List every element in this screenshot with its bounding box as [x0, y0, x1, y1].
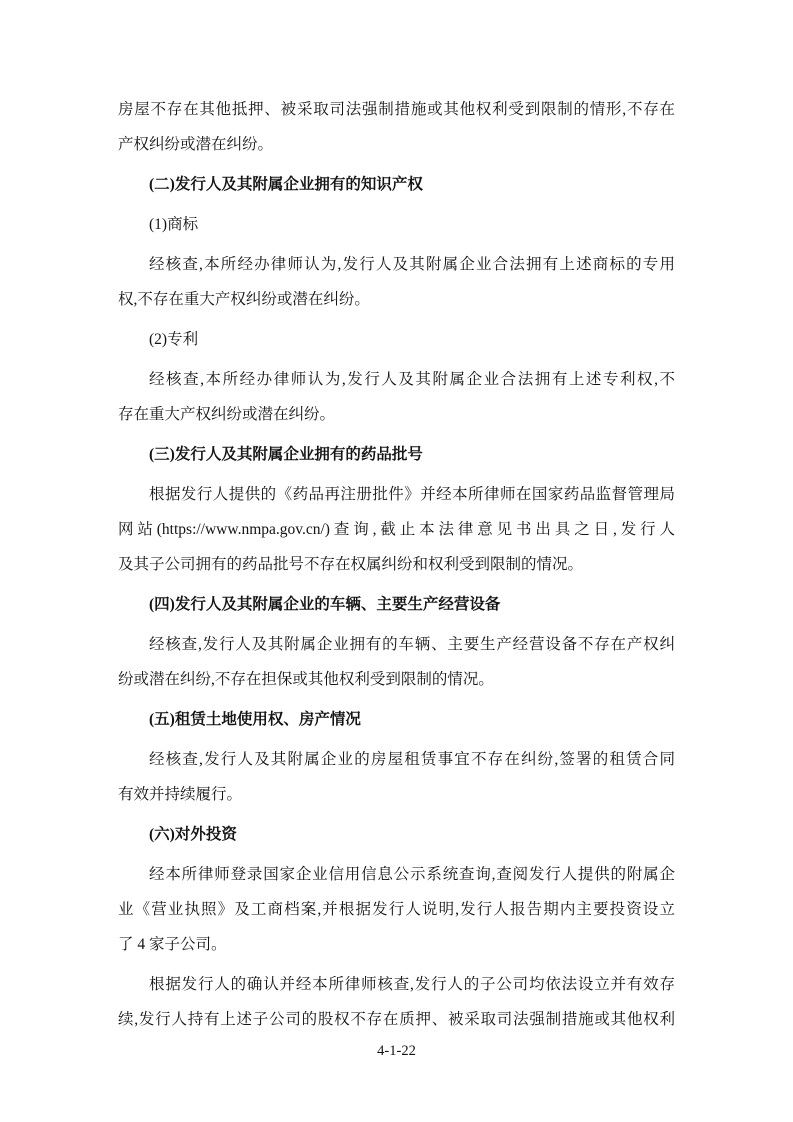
subsection-heading-patent: (2)专利	[149, 331, 199, 348]
paragraph-drug-approval	[118, 477, 675, 582]
section-heading-outbound-investment: (六)对外投资	[149, 826, 237, 843]
text-line: 了 4 家子公司。	[118, 936, 227, 953]
text-line: 房屋不存在其他抵押、被采取司法强制措施或其他权利受到限制的情形,不存在	[118, 101, 675, 118]
text-line: 业《营业执照》及工商档案,并根据发行人说明,发行人报告期内主要投资设立	[118, 901, 675, 918]
paragraph-patent-opinion	[118, 362, 675, 432]
paragraph-vehicles-equipment	[118, 627, 675, 697]
text-line: 根据发行人提供的《药品再注册批件》并经本所律师在国家药品监督管理局	[149, 486, 675, 503]
text-line: 经核查,发行人及其附属企业的房屋租赁事宜不存在纠纷,签署的租赁合同	[149, 751, 675, 768]
text-line: 经核查,发行人及其附属企业拥有的车辆、主要生产经营设备不存在产权纠	[149, 636, 675, 653]
text-line: 经本所律师登录国家企业信用信息公示系统查询,查阅发行人提供的附属企	[149, 866, 675, 883]
section-heading-intellectual-property: (二)发行人及其附属企业拥有的知识产权	[149, 176, 423, 193]
subsection-heading-trademark: (1)商标	[149, 216, 199, 233]
text-line: 续,发行人持有上述子公司的股权不存在质押、被采取司法强制措施或其他权利	[118, 1011, 675, 1028]
carryover-paragraph	[118, 92, 675, 162]
section-heading-vehicles-equipment: (四)发行人及其附属企业的车辆、主要生产经营设备	[149, 596, 501, 613]
text-line: 经核查,本所经办律师认为,发行人及其附属企业合法拥有上述商标的专用	[149, 256, 675, 273]
paragraph-lease-opinion	[118, 742, 675, 812]
document-body	[118, 92, 675, 1042]
paragraph-subsidiaries	[118, 967, 675, 1037]
section-heading-leased-land-property: (五)租赁土地使用权、房产情况	[149, 711, 361, 728]
paragraph-investment	[118, 857, 675, 962]
text-line: 根据发行人的确认并经本所律师核查,发行人的子公司均依法设立并有效存	[149, 976, 675, 993]
text-line-with-url: 网站(https://www.nmpa.gov.cn/)查询,截止本法律意见书出具之日,发行人	[118, 521, 675, 538]
paragraph-trademark-opinion	[118, 247, 675, 317]
text-line: 有效并持续履行。	[118, 786, 243, 803]
text-line: 经核查,本所经办律师认为,发行人及其附属企业合法拥有上述专利权,不	[149, 371, 675, 388]
text-line: 产权纠纷或潜在纠纷。	[118, 136, 274, 153]
text-line: 权,不存在重大产权纠纷或潜在纠纷。	[118, 291, 370, 308]
section-heading-drug-approval: (三)发行人及其附属企业拥有的药品批号	[149, 446, 423, 463]
text-line: 及其子公司拥有的药品批号不存在权属纠纷和权利受到限制的情况。	[118, 556, 584, 573]
text-line: 纷或潜在纠纷,不存在担保或其他权利受到限制的情况。	[118, 671, 494, 688]
text-line: 存在重大产权纠纷或潜在纠纷。	[118, 406, 336, 423]
page-number: 4-1-22	[377, 1043, 416, 1059]
